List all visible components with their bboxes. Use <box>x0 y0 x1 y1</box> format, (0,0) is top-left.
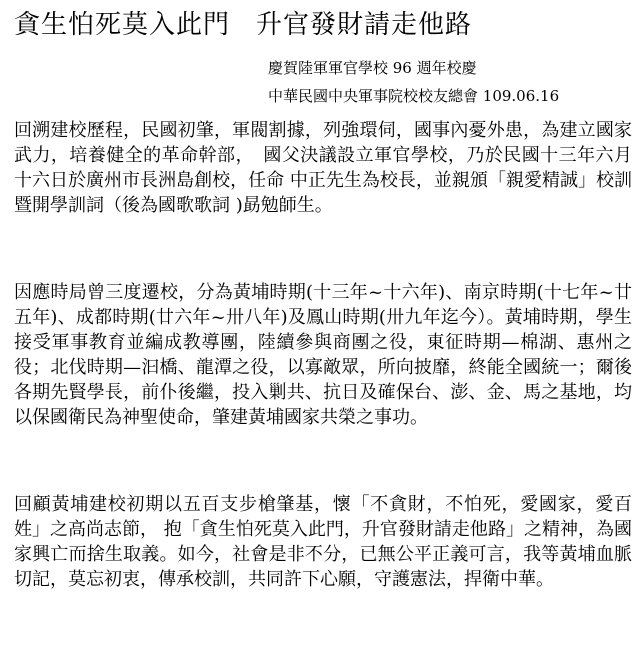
paragraph-spirit: 回顧黃埔建校初期以五百支步槍肇基，懷「不貪財，不怕死，愛國家，愛百姓」之高尚志節， 抱「貪生怕死莫入此門，升官發財請走他路」之精神，為國家興亡而捨生取義。如今，社會是非不分，已無公平正義可言，我等黃埔血脈切記，莫忘初衷，傳承校訓，共同許下心願，守護憲法，捍衛中華。 <box>14 494 632 590</box>
subtitle-author-date: 中華民國中央軍事院校校友總會 109.06.16 <box>268 87 560 105</box>
title-right: 升官發財請走他路 <box>256 10 473 40</box>
paragraph-history: 回溯建校歷程，民國初肇，軍閥割據，列強環伺，國事內憂外患，為建立國家武力，培養健全的革命幹部， 國父決議設立軍官學校，乃於民國十三年六月十六日於廣州市長洲島創校，任命 中正先生為校長，並親頒「親愛精誠」校訓暨開學訓詞（後為國歌歌詞 )勗勉師生。 <box>14 120 632 216</box>
title-left: 貪生怕死莫入此門 <box>14 10 231 40</box>
page-title <box>14 8 472 42</box>
subtitle-anniversary: 慶賀陸軍軍官學校 96 週年校慶 <box>268 59 477 77</box>
paragraph-relocations: 因應時局曾三度遷校，分為黃埔時期(十三年~十六年)、南京時期(十七年~廿五年)、成都時期(廿六年~卅八年)及鳳山時期(卅九年迄今）。黃埔時期，學生接受軍事教育並編成教導團，陸續參與商團之役，東征時期—棉湖、惠州之役；北伐時期—汩橋、龍潭之役，以寡敵眾，所向披靡，終能全國統一；爾後各期先賢學長，前仆後繼，投入剿共、抗日及確保台、澎、金、馬之基地，均以保國衛民為神聖使命，肇建黃埔國家共榮之事功。 <box>14 282 632 428</box>
